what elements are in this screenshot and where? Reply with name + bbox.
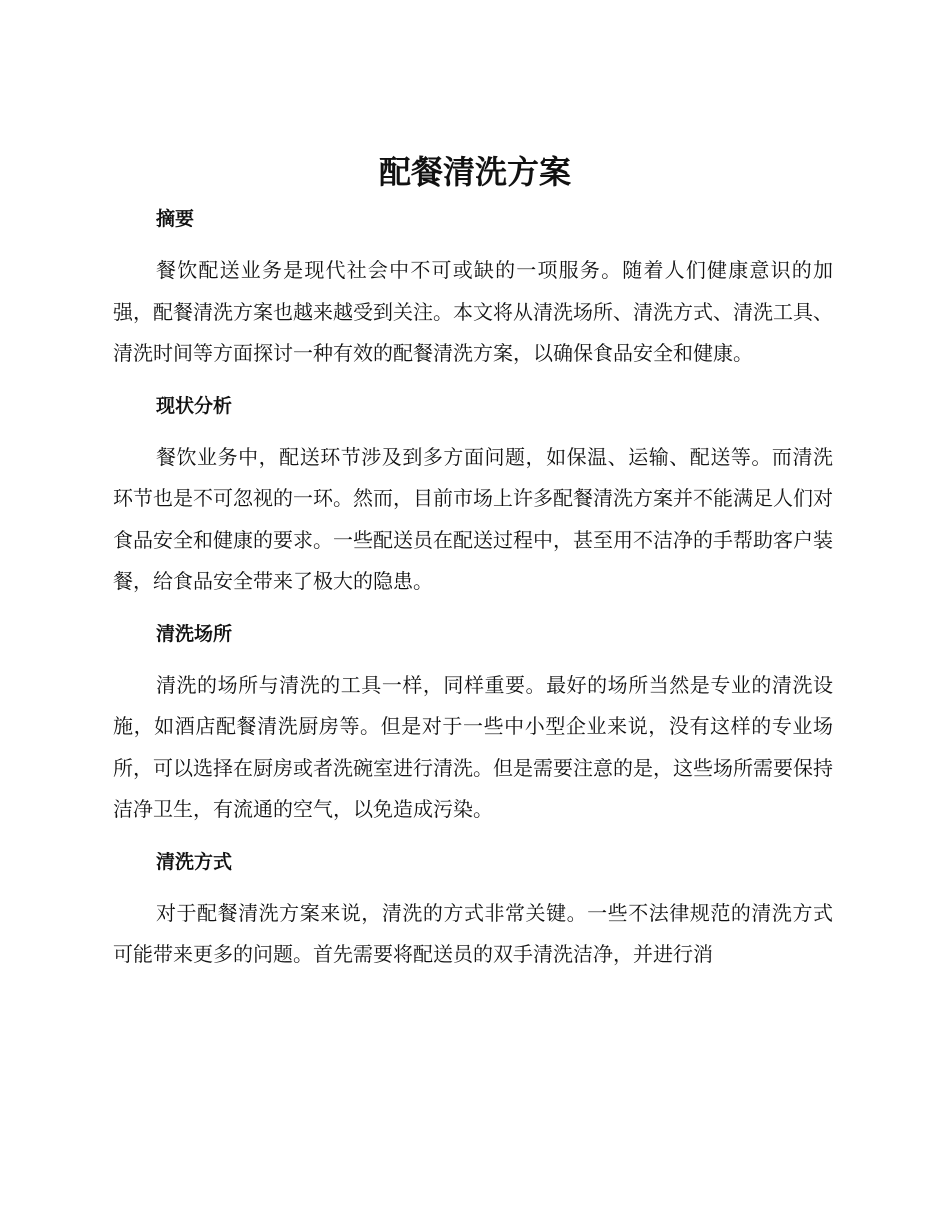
section-cleaning-method	[113, 841, 833, 976]
section-paragraph: 餐饮业务中，配送环节涉及到多方面问题，如保温、运输、配送等。而清洗环节也是不可忽视的一环。然而，目前市场上许多配餐清洗方案并不能满足人们对食品安全和健康的要求。一些配送员在配送过程中，甚至用不洁净的手帮助客户装餐，给食品安全带来了极大的隐患。	[113, 444, 833, 593]
document-body	[113, 198, 833, 986]
section-heading: 清洗场所	[156, 622, 233, 645]
section-abstract	[113, 198, 833, 375]
section-status-analysis	[113, 385, 833, 603]
section-paragraph: 清洗的场所与清洗的工具一样，同样重要。最好的场所当然是专业的清洗设施，如酒店配餐清洗厨房等。但是对于一些中小型企业来说，没有这样的专业场所，可以选择在厨房或者洗碗室进行清洗。但是需要注意的是，这些场所需要保持洁净卫生，有流通的空气，以免造成污染。	[113, 672, 833, 821]
section-heading: 现状分析	[156, 394, 233, 417]
section-heading: 摘要	[156, 208, 195, 230]
section-paragraph: 餐饮配送业务是现代社会中不可或缺的一项服务。随着人们健康意识的加强，配餐清洗方案也越来越受到关注。本文将从清洗场所、清洗方式、清洗工具、清洗时间等方面探讨一种有效的配餐清洗方案，以确保食品安全和健康。	[113, 258, 833, 365]
document-title: 配餐清洗方案	[378, 153, 571, 191]
section-cleaning-location	[113, 613, 833, 831]
section-paragraph: 对于配餐清洗方案来说，清洗的方式非常关键。一些不法律规范的清洗方式可能带来更多的问题。首先需要将配送员的双手清洗洁净，并进行消	[113, 900, 833, 966]
section-heading: 清洗方式	[156, 850, 233, 873]
